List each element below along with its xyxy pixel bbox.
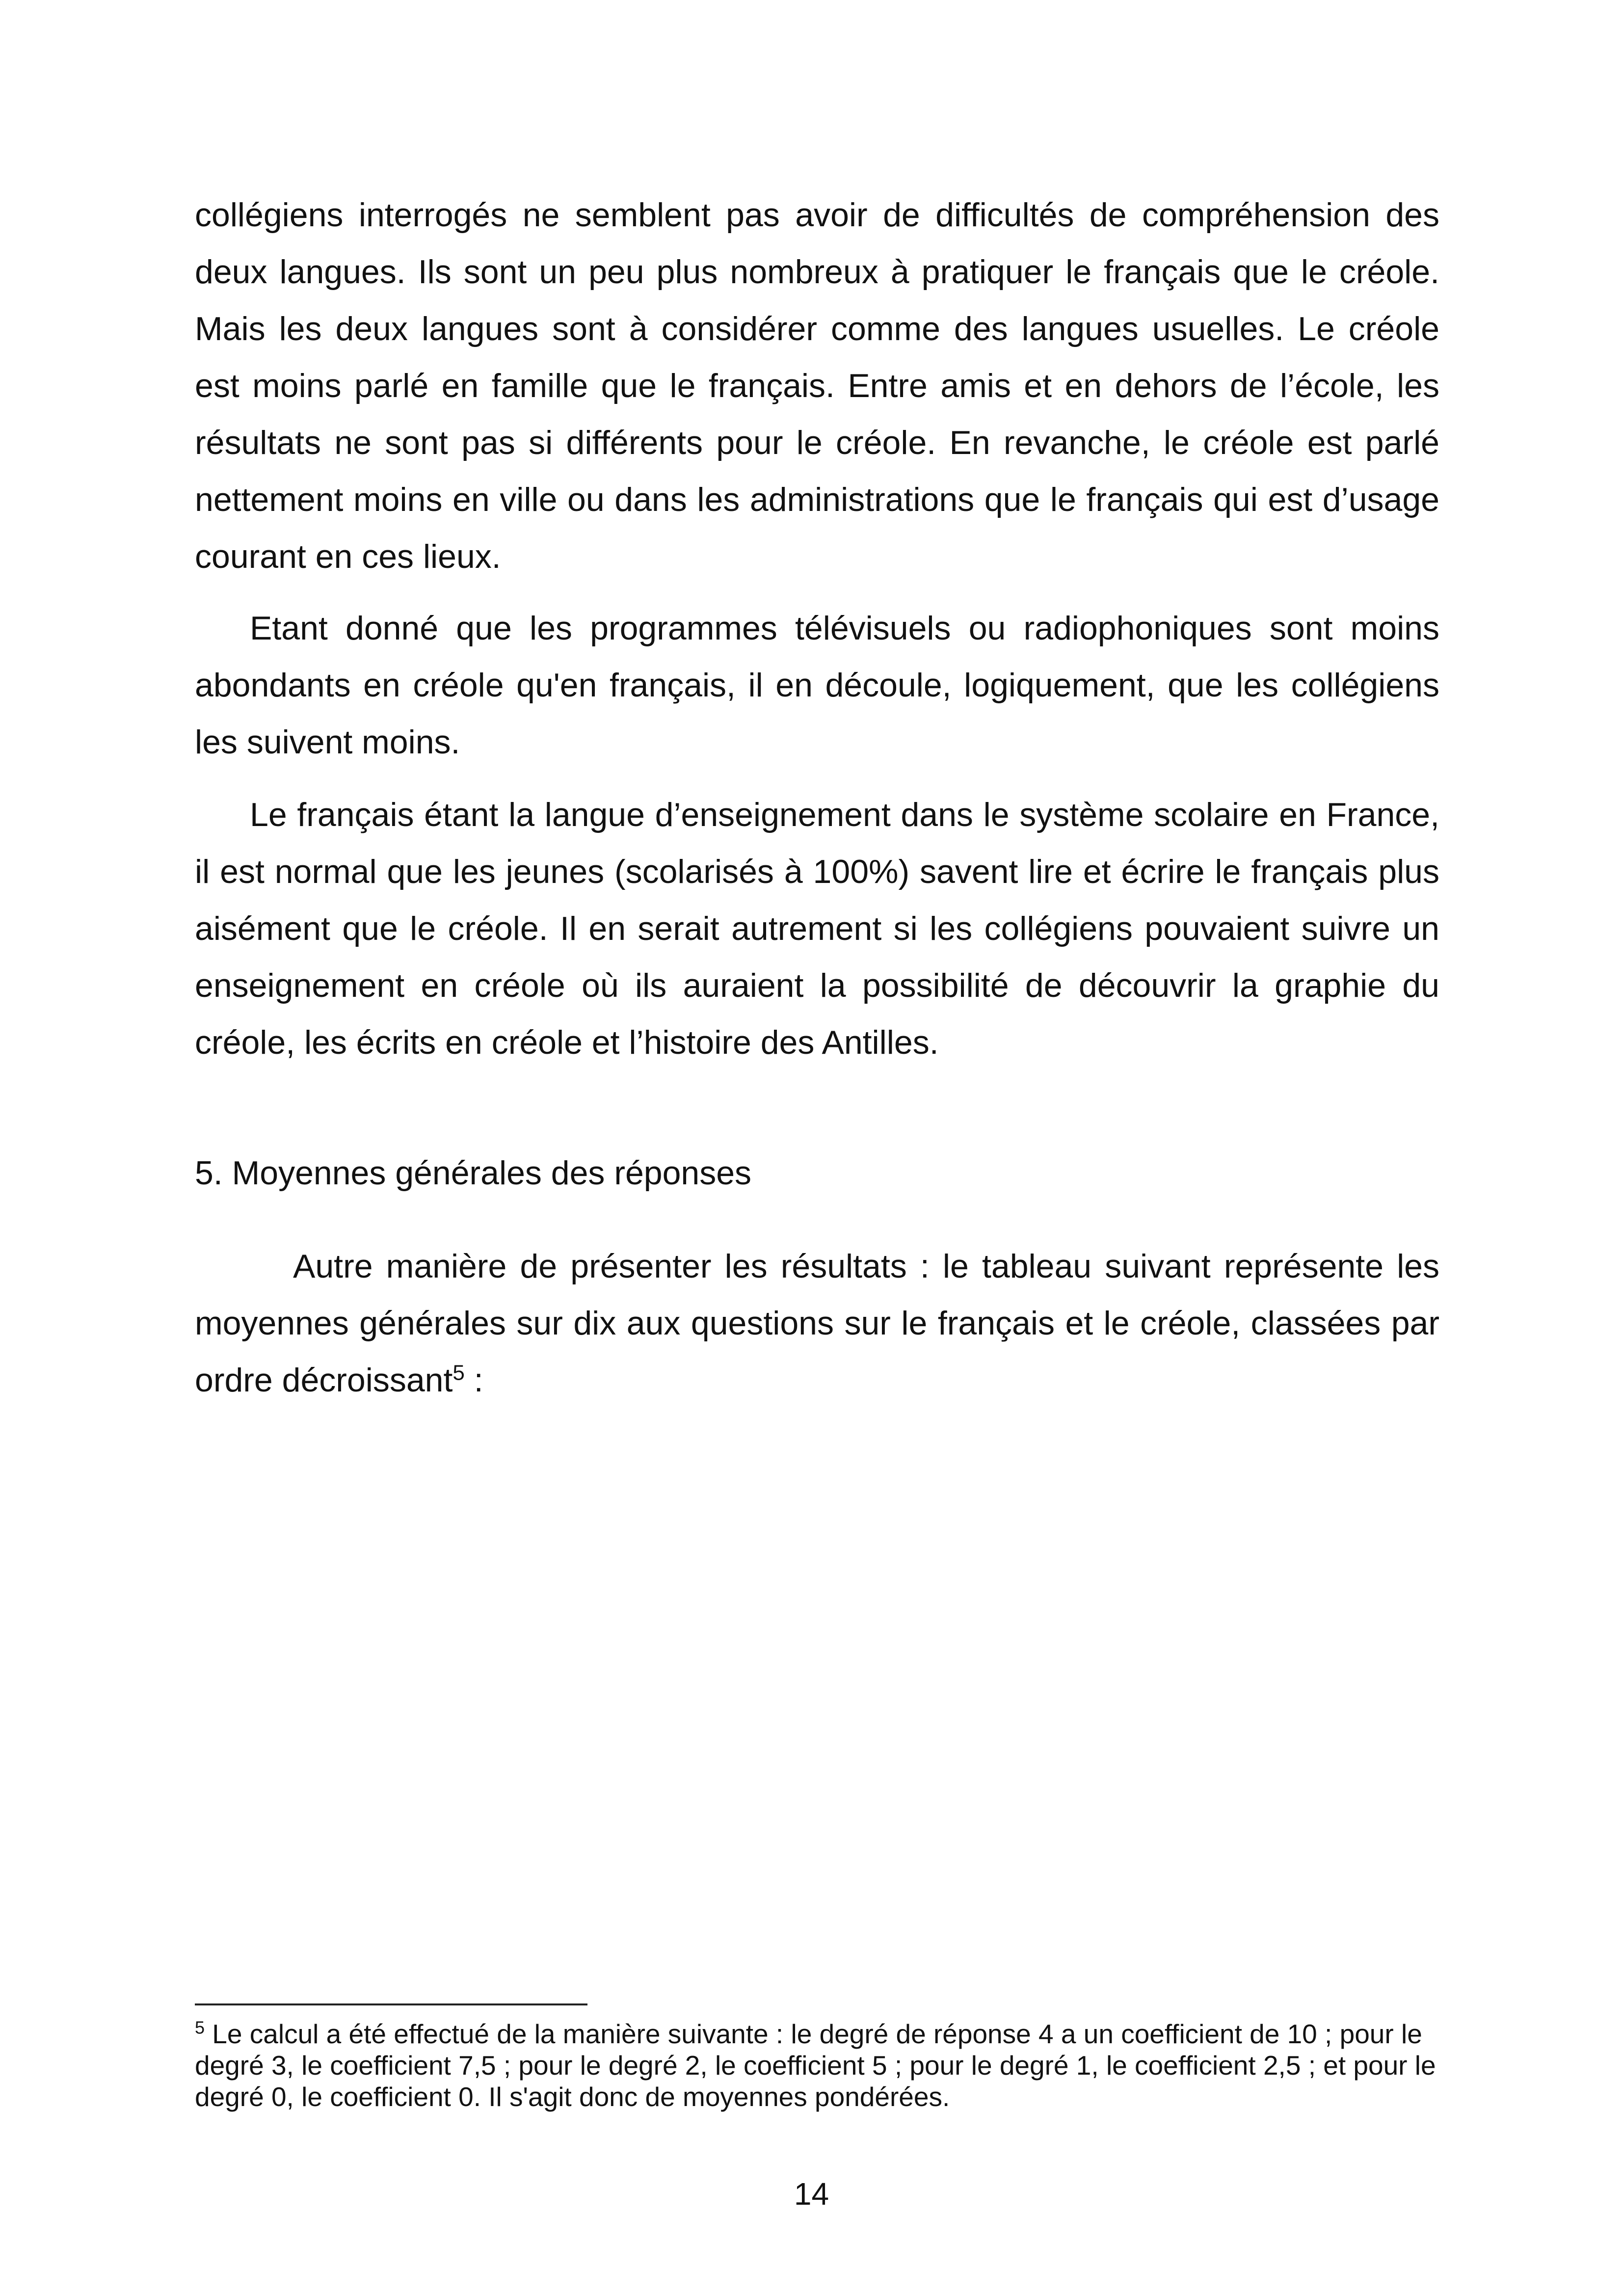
section-heading: 5. Moyennes générales des réponses — [195, 1154, 752, 1192]
intro-suffix: : — [464, 1362, 483, 1399]
footnote-separator — [195, 2003, 587, 2005]
footnote-reference[interactable]: 5 — [452, 1361, 465, 1385]
footnote-marker: 5 — [195, 2017, 205, 2038]
footnote — [195, 2018, 1439, 2112]
intro-text: Autre manière de présenter les résultats : le tableau suivant représente les moyennes générales sur dix aux questions sur le français et le créole, classées par ordre décroissant — [195, 1248, 1439, 1399]
paragraph-averages-intro — [195, 1238, 1439, 1409]
footnote-text: Le calcul a été effectué de la manière suivante : le degré de réponse 4 a un coefficient de 10 ; pour le degré 3, le coefficient 7,5 ; pour le degré 2, le coefficient 5 ; pour le degré 1, le coefficient 2,5 ; et pour le degré 0, le coefficient 0. Il s'agit donc de moyennes pondérées. — [195, 2019, 1436, 2112]
page-number: 14 — [794, 2176, 829, 2212]
paragraph-reading-writing: Le français étant la langue d’enseignement dans le système scolaire en France, il est normal que les jeunes (scolarisés à 100%) savent lire et écrire le français plus aisément que le créole. Il en serait autrement si les collégiens pouvaient suivre un enseignement en créole où ils auraient la possibilité de découvrir la graphie du créole, les écrits en créole et l’histoire des Antilles. — [195, 796, 1439, 1061]
paragraph-tv-radio: Etant donné que les programmes télévisuels ou radiophoniques sont moins abondants en créole qu'en français, il en découle, logiquement, que les collégiens les suivent moins. — [195, 610, 1439, 761]
paragraph-language-comprehension: collégiens interrogés ne semblent pas avoir de difficultés de compréhension des deux langues. Ils sont un peu plus nombreux à pratiquer le français que le créole. Mais les deux langues sont à considérer comme des langues usuelles. Le créole est moins parlé en famille que le français. Entre amis et en dehors de l’école, les résultats ne sont pas si différents pour le créole. En revanche, le créole est parlé nettement moins en ville ou dans les administrations que le français qui est d’usage courant en ces lieux. — [195, 196, 1439, 575]
